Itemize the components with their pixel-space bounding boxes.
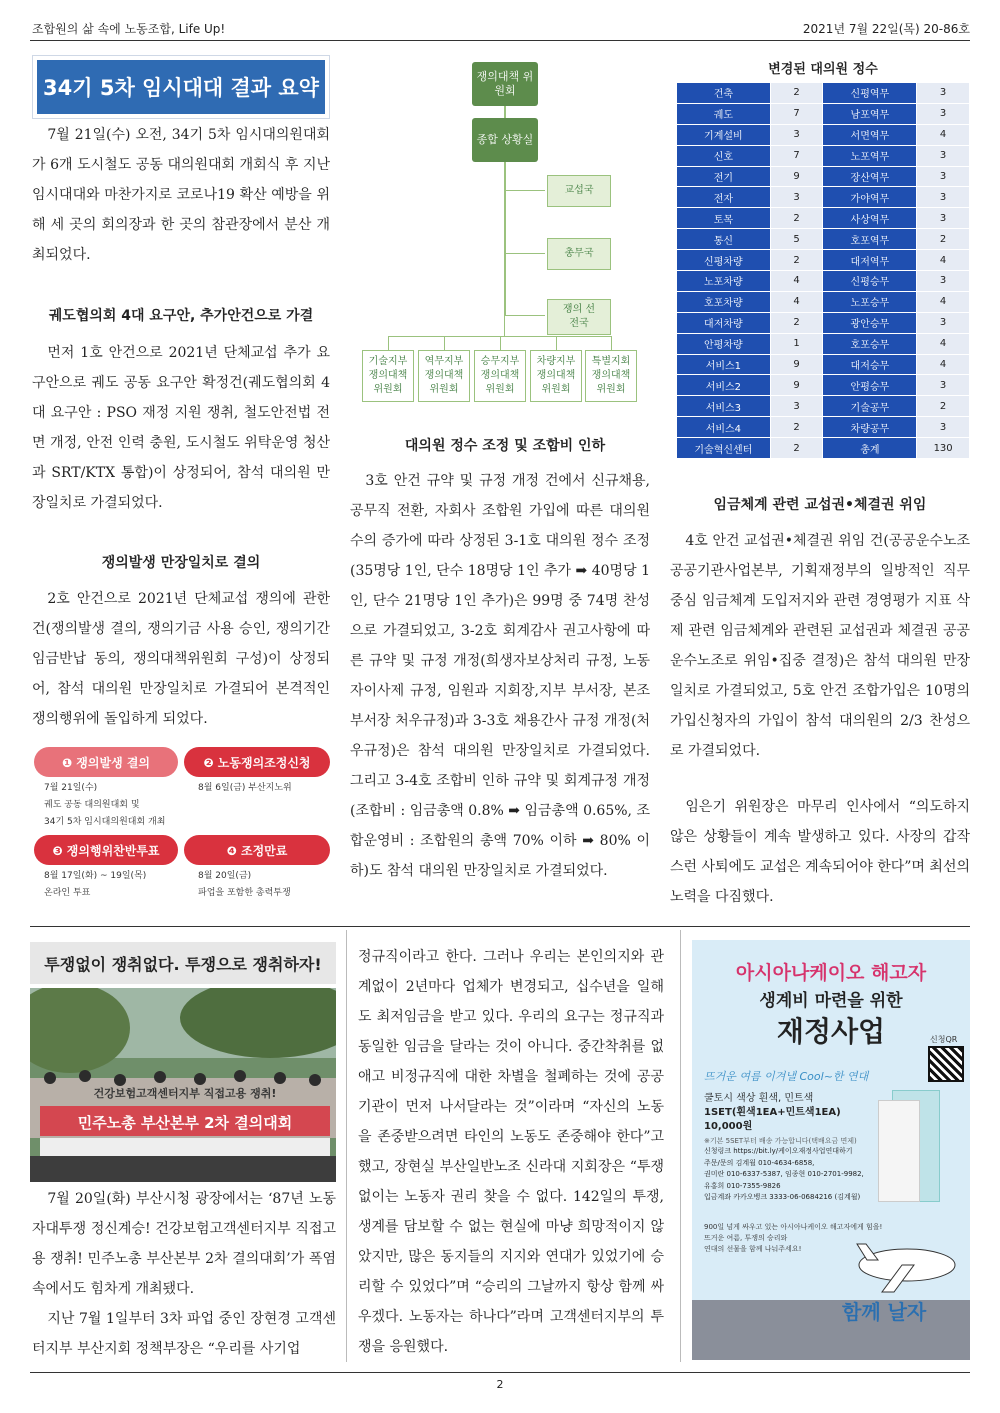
- cool-sleeve-white: [878, 1100, 920, 1202]
- fundraising-poster: [692, 940, 970, 1360]
- table-cell-count: 4: [917, 124, 970, 145]
- table-cell-dept: 전자: [677, 187, 771, 208]
- table-row: [677, 417, 970, 438]
- poster-together: 함께 날자: [842, 1300, 927, 1324]
- paragraph-1: 먼저 1호 안건으로 2021년 단체교섭 추가 요구안으로 궤도 공동 요구안 확정건(궤도협의회 4대 요구안 : PSO 재정 지원 쟁취, 철도안전법 전면 개정, 안전 인력 충원, 도시철도 위탁운영 청산과 SRT/KTX 통합)이 상정되어, 참석 대의원 만장일치로 가결되었다.: [32, 345, 330, 511]
- header-rule: [30, 40, 970, 41]
- table-cell-count: 2: [770, 312, 823, 333]
- table-row: [677, 312, 970, 333]
- delegate-table: [676, 82, 970, 459]
- article-title: 34기 5차 임시대대 결과 요약: [37, 60, 325, 114]
- rally-photo: [30, 988, 336, 1182]
- table-row: [677, 187, 970, 208]
- table-cell-dept: 기술혁신센터: [677, 438, 771, 459]
- table-cell-dept: 가야역무: [823, 187, 917, 208]
- article2-p1: 7월 20일(화) 부산시청 광장에서는 ‘87년 노동자대투쟁 정신계승! 건강보험고객센터지부 직접고용 쟁취! 민주노총 부산본부 2차 결의대회’가 폭염 속에서도 힘차게 개최됐다.: [32, 1191, 336, 1297]
- table-cell-count: 3: [917, 103, 970, 124]
- table-row: [677, 145, 970, 166]
- table-cell-dept: 호포승무: [823, 333, 917, 354]
- table-cell-dept: 광안승무: [823, 312, 917, 333]
- subhead-2: 쟁의발생 만장일치로 결의: [101, 555, 261, 571]
- table-cell-dept: 건축: [677, 83, 771, 104]
- table-cell-dept: 총계: [823, 438, 917, 459]
- paragraph-5: 임은기 위원장은 마무리 인사에서 “의도하지 않은 상황들이 계속 발생하고 있다. 사장의 갑작스런 사퇴에도 교섭은 계속되어야 한다”며 최선의 노력을 다짐했다.: [670, 799, 970, 905]
- article-intro: 7월 21일(수) 오전, 34기 5차 임시대의원대회가 6개 도시철도 공동 대의원대회 개회식 후 지난 임시대대와 마찬가지로 코로나19 확산 예방을 위해 세 곳의 회의장과 한 곳의 참관장에서 분산 개최되었다.: [32, 127, 330, 263]
- table-title: 변경된 대의원 정수: [768, 62, 878, 77]
- poster-title-2: 생계비 마련을 위한: [759, 991, 903, 1011]
- table-cell-count: 2: [770, 250, 823, 271]
- table-cell-dept: 노포차량: [677, 271, 771, 292]
- table-cell-count: 3: [917, 375, 970, 396]
- table-cell-count: 2: [770, 438, 823, 459]
- table-cell-count: 2: [917, 229, 970, 250]
- qr-label: 신청QR: [930, 1035, 958, 1044]
- header-date: 2021년 7월 22일(목) 20-86호: [802, 22, 970, 36]
- table-row: [677, 229, 970, 250]
- poster-title-1: 아시아나케이오 해고자: [735, 962, 927, 984]
- table-cell-dept: 서비스3: [677, 396, 771, 417]
- table-cell-count: 3: [917, 208, 970, 229]
- article-title-box: [32, 55, 330, 119]
- table-cell-count: 4: [770, 291, 823, 312]
- table-row: [677, 291, 970, 312]
- table-cell-dept: 서비스2: [677, 375, 771, 396]
- step-1-note: 7월 21일(수) 궤도 공동 대의원대회 및 34기 5차 임시대의원대회 개최: [44, 783, 166, 827]
- table-cell-dept: 서비스4: [677, 417, 771, 438]
- footer-rule: [30, 1372, 970, 1373]
- table-row: [677, 271, 970, 292]
- step-3-note: 8월 17일(화) ~ 19일(목) 온라인 투표: [44, 871, 147, 898]
- table-cell-count: 9: [770, 375, 823, 396]
- table-cell-count: 3: [770, 124, 823, 145]
- table-cell-count: 130: [917, 438, 970, 459]
- table-cell-count: 2: [770, 417, 823, 438]
- paragraph-4: 4호 안건 교섭권•체결권 위임 건(공공운수노조 공공기관사업본부, 기획재정부의 일방적인 직무중심 임금체계 도입저지와 관련 경영평가 지표 삭제 관련 임금체계와 관련된 교섭권과 체결권 공공운수노조로 위임•집중 결정)은 참석 대의원 만장일치로 가결되었고, 5호 안건 조합가입은 10명의 가입신청자의 가입이 참석 대의원의 2/3 찬성으로 가결되었다.: [670, 533, 970, 759]
- table-cell-count: 3: [917, 271, 970, 292]
- paragraph-2: 2호 안건으로 2021년 단체교섭 쟁의에 관한 건(쟁의발생 결의, 쟁의기금 사용 승인, 쟁의기간 임금반납 동의, 쟁의대책위원회 구성)이 상정되어, 참석 대의원 만장일치로 가결되어 본격적인 쟁의행위에 돌입하게 되었다.: [32, 591, 330, 727]
- table-cell-count: 2: [770, 83, 823, 104]
- table-cell-dept: 노포승무: [823, 291, 917, 312]
- table-cell-count: 3: [917, 312, 970, 333]
- poster-contact: 신청링크 https://bit.ly/케이오재정사업연대하기 주문/문의 김계월 010-4634-6858, 권미란 010-6337-5387, 임종현 010-2701-9982, 유홍희 010-7355-9826 입금계좌 카카오뱅크 3333-06-0684216 (김계월): [704, 1147, 864, 1201]
- airplane-icon: [852, 1230, 962, 1300]
- table-cell-dept: 신평차량: [677, 250, 771, 271]
- table-cell-dept: 신평승무: [823, 271, 917, 292]
- table-cell-count: 2: [770, 208, 823, 229]
- table-row: [677, 396, 970, 417]
- table-cell-count: 3: [770, 396, 823, 417]
- org-bottom-1: 기술지부 쟁의대책 위원회: [362, 350, 414, 402]
- article2-title: 투쟁없이 쟁취없다. 투쟁으로 쟁취하자!: [30, 942, 336, 984]
- table-cell-dept: 통신: [677, 229, 771, 250]
- table-cell-count: 3: [917, 187, 970, 208]
- protest-photo: [692, 1300, 970, 1360]
- table-cell-count: 4: [917, 291, 970, 312]
- step-2-pill: ❷ 노동쟁의조정신청: [184, 747, 330, 777]
- table-cell-count: 7: [770, 103, 823, 124]
- table-cell-dept: 노포역무: [823, 145, 917, 166]
- org-hq: 종합 상황실: [472, 118, 538, 162]
- poster-message: 900일 넘게 싸우고 있는 아시아나케이오 해고자에게 힘을! 뜨거운 여름, 투쟁의 승리와 연대의 선물을 함께 나눠주세요!: [704, 1223, 883, 1253]
- table-cell-dept: 신호: [677, 145, 771, 166]
- article2-p2-start: 지난 7월 1일부터 3차 파업 중인 장현경 고객센터지부 부산지회 정책부장은 “우리를 사기업: [32, 1311, 336, 1357]
- subhead-3: 대의원 정수 조정 및 조합비 인하: [404, 438, 606, 454]
- table-cell-dept: 안평차량: [677, 333, 771, 354]
- header-title: 조합원의 삶 속에 노동조합, Life Up!: [32, 22, 226, 36]
- step-2-note: 8월 6일(금) 부산지노위: [198, 783, 292, 793]
- step-1-pill: ❶ 쟁의발생 결의: [34, 747, 178, 777]
- table-cell-dept: 남포역무: [823, 103, 917, 124]
- org-side-2: 총무국: [547, 238, 611, 270]
- table-cell-dept: 안평승무: [823, 375, 917, 396]
- table-cell-count: 2: [917, 396, 970, 417]
- paragraph-3: 3호 안건 규약 및 규정 개정 건에서 신규채용, 공무직 전환, 자회사 조합원 가입에 따른 대의원수의 증가에 따라 상정된 3-1호 대의원 정수 조정(35명당 1인, 단수 18명당 1인 추가 ➡ 40명당 1인, 단수 21명당 1인 추가)은 99명 중 74명 찬성으로 가결되었고, 3-2호 회계감사 권고사항에 따른 규약 및 규정 개정(희생자보상처리 규정, 노동자이사제 규정, 임원과 지회장,지부 부서장, 본조 부서장 처우규정)과 3-3호 채용간사 규정 개정(처우규정)은 참석 대의원 만장일치로 가결되었다. 그리고 3-4호 조합비 인하 규약 및 회계규정 개정(조합비 : 임금총액 0.8% ➡ 임금총액 0.65%, 조합운영비 : 조합원의 총액 70% 이하 ➡ 80% 이하)도 참석 대의원 만장일치로 가결되었다.: [350, 473, 650, 879]
- table-cell-dept: 장산역무: [823, 166, 917, 187]
- qr-code-icon: [928, 1046, 964, 1082]
- table-cell-count: 3: [917, 83, 970, 104]
- table-cell-dept: 궤도: [677, 103, 771, 124]
- org-top: 쟁의대책 위원회: [472, 62, 538, 106]
- table-row: [677, 103, 970, 124]
- table-cell-count: 7: [770, 145, 823, 166]
- table-cell-count: 4: [917, 333, 970, 354]
- table-cell-count: 3: [917, 145, 970, 166]
- table-row: [677, 166, 970, 187]
- page-number: 2: [496, 1378, 504, 1391]
- poster-title-3: 재정사업: [776, 1015, 886, 1048]
- table-cell-dept: 대저승무: [823, 354, 917, 375]
- table-cell-count: 3: [770, 187, 823, 208]
- table-cell-count: 9: [770, 354, 823, 375]
- table-cell-dept: 기계설비: [677, 124, 771, 145]
- table-cell-count: 1: [770, 333, 823, 354]
- table-row: [677, 124, 970, 145]
- org-bottom-5: 특별지회 쟁의대책 위원회: [585, 350, 637, 402]
- step-4-pill: ❹ 조정만료: [184, 835, 330, 865]
- table-cell-dept: 서비스1: [677, 354, 771, 375]
- step-4-note: 8월 20일(금) 파업을 포함한 총력투쟁: [198, 871, 291, 898]
- table-cell-dept: 토목: [677, 208, 771, 229]
- table-cell-dept: 사상역무: [823, 208, 917, 229]
- table-cell-count: 3: [917, 417, 970, 438]
- photo-banner-sub: 건강보험고객센터지부 직접고용 쟁취!: [93, 1087, 277, 1100]
- step-3-pill: ❸ 쟁의행위찬반투표: [34, 835, 178, 865]
- table-cell-dept: 전기: [677, 166, 771, 187]
- table-cell-count: 5: [770, 229, 823, 250]
- table-cell-count: 4: [917, 250, 970, 271]
- column-divider-1: [346, 930, 347, 1362]
- column-divider-2: [680, 930, 681, 1362]
- table-row: [677, 375, 970, 396]
- table-cell-dept: 서면역무: [823, 124, 917, 145]
- poster-product: 쿨토시 색상 흰색, 민트색 1SET(흰색1EA+민트색1EA) 10,000원 ※기본 5SET부터 배송 가능합니다(택배요금 면제): [704, 1093, 857, 1145]
- table-cell-dept: 대저역무: [823, 250, 917, 271]
- table-cell-count: 4: [917, 354, 970, 375]
- table-row: [677, 250, 970, 271]
- table-row: [677, 354, 970, 375]
- table-cell-dept: 차량공무: [823, 417, 917, 438]
- table-cell-count: 4: [770, 271, 823, 292]
- org-side-3: 쟁의 선전국: [547, 299, 611, 335]
- table-row: [677, 438, 970, 459]
- table-cell-dept: 기술공무: [823, 396, 917, 417]
- table-cell-dept: 호포역무: [823, 229, 917, 250]
- photo-banner-text: 민주노총 부산본부 2차 결의대회: [77, 1113, 293, 1132]
- org-bottom-3: 승무지부 쟁의대책 위원회: [474, 350, 526, 402]
- org-bottom-4: 차량지부 쟁의대책 위원회: [530, 350, 582, 402]
- table-row: [677, 208, 970, 229]
- table-cell-dept: 신평역무: [823, 83, 917, 104]
- table-cell-dept: 대저차량: [677, 312, 771, 333]
- article2-p2-cont: 정규직이라고 한다. 그러나 우리는 본인의지와 관계없이 2년마다 업체가 변경되고, 십수년을 일해도 최저임금을 받고 있다. 우리의 요구는 정규직과 동일한 임금을 달라는 것이 아니다. 중간착취를 없애고 비정규직에 대한 차별을 철폐하는 것에 공공기관이 먼저 나서달라는 것”이라며 “자신의 노동을 존중받으려면 타인의 노동도 존중해야 한다”고 했고, 장현실 부산일반노조 신라대 지회장은 “투쟁없이는 노동자 권리 찾을 수 없다. 142일의 투쟁, 생계를 담보할 수 없는 현실에 마냥 희망적이지 않았지만, 많은 동지들의 지지와 연대가 있었기에 승리할 수 있었다”며 “승리의 그날까지 항상 함께 싸우겠다. 노동자는 하나다”라며 고객센터지부의 투쟁을 응원했다.: [358, 949, 664, 1355]
- subhead-1: 궤도협의회 4대 요구안, 추가안건으로 가결: [48, 308, 314, 324]
- org-side-1: 교섭국: [547, 175, 611, 207]
- section-rule: [30, 926, 970, 927]
- subhead-4: 임금체계 관련 교섭권•체결권 위임: [713, 497, 927, 513]
- table-cell-count: 9: [770, 166, 823, 187]
- org-bottom-2: 역무지부 쟁의대책 위원회: [418, 350, 470, 402]
- poster-slogan: 뜨거운 여름 이겨낼 Cool~한 연대: [704, 1070, 869, 1083]
- table-cell-dept: 호포차량: [677, 291, 771, 312]
- table-cell-count: 3: [917, 166, 970, 187]
- table-row: [677, 83, 970, 104]
- table-row: [677, 333, 970, 354]
